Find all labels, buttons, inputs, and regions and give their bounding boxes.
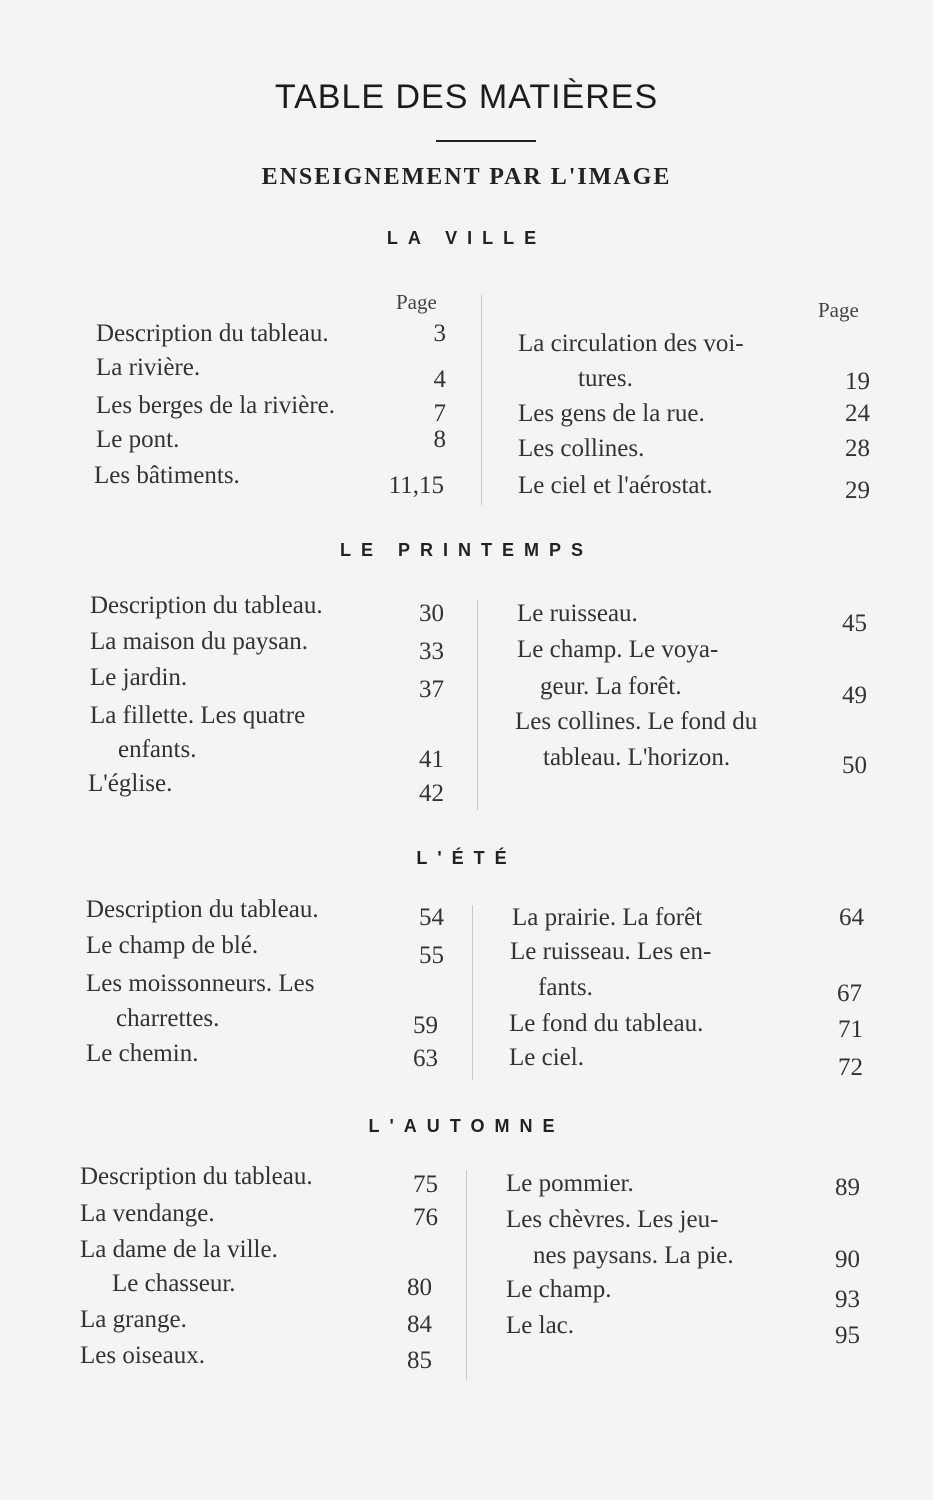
entry-page: 7 (433, 400, 446, 427)
entry-label: Le fond du tableau. (509, 1010, 704, 1037)
entry-page: 29 (845, 477, 870, 504)
entry-continuation: geur. La forêt. (540, 673, 682, 700)
entry-label: La circulation des voi- (518, 330, 744, 357)
entry-label: L'église. (88, 770, 173, 797)
entry-page: 89 (835, 1174, 860, 1201)
entry-label: Le ruisseau. (517, 600, 638, 627)
entry-label: Le champ. (506, 1276, 612, 1303)
entry-page: 33 (419, 638, 444, 665)
section-title-la-ville: LA VILLE (386, 228, 547, 248)
entry-label: La maison du paysan. (90, 628, 309, 655)
entry-continuation: nes paysans. La pie. (533, 1242, 734, 1269)
entry-page: 37 (419, 676, 444, 703)
entry-label: La prairie. La forêt (512, 904, 703, 931)
entry-page: 75 (413, 1171, 438, 1198)
entry-page: 80 (407, 1274, 432, 1301)
entry-page: 90 (835, 1246, 860, 1273)
entry-page: 95 (835, 1322, 860, 1349)
entry-page: 49 (842, 682, 867, 709)
entry-page: 45 (842, 610, 867, 637)
entry-label: La grange. (80, 1306, 187, 1333)
page-title: TABLE DES MATIÈRES (274, 78, 659, 116)
entry-label: Le champ de blé. (86, 932, 259, 959)
column-divider (466, 1170, 467, 1380)
entry-page: 67 (837, 980, 862, 1007)
section-title-le-printemps: LE PRINTEMPS (339, 540, 593, 560)
entry-label: La fillette. Les quatre (90, 702, 306, 729)
entry-page: 19 (845, 368, 870, 395)
entry-label: Les berges de la rivière. (96, 392, 336, 419)
entry-page: 11,15 (388, 472, 444, 499)
page-header-right: Page (818, 298, 859, 322)
entry-continuation: tures. (578, 365, 633, 392)
column-divider (472, 905, 473, 1080)
entry-continuation: enfants. (118, 736, 197, 763)
entry-label: Le lac. (506, 1312, 575, 1339)
entry-page: 63 (413, 1045, 438, 1072)
entry-label: Description du tableau. (90, 592, 323, 619)
entry-page: 42 (419, 780, 444, 807)
entry-continuation: charrettes. (116, 1005, 220, 1032)
entry-page: 30 (419, 600, 444, 627)
entry-label: Les moissonneurs. Les (86, 970, 315, 997)
entry-page: 54 (419, 904, 444, 931)
entry-label: La dame de la ville. (80, 1236, 278, 1263)
column-divider (481, 295, 482, 505)
section-title-l-automne: L'AUTOMNE (368, 1116, 565, 1136)
entry-page: 84 (407, 1311, 432, 1338)
entry-label: Le chemin. (86, 1040, 199, 1067)
entry-page: 50 (842, 752, 867, 779)
entry-page: 64 (839, 904, 864, 931)
entry-label: Les chèvres. Les jeu- (506, 1206, 719, 1233)
entry-continuation: Le chasseur. (112, 1270, 236, 1297)
entry-page: 8 (433, 426, 446, 453)
title-rule (436, 140, 536, 142)
entry-page: 85 (407, 1347, 432, 1374)
entry-label: Le ciel. (509, 1044, 584, 1071)
entry-page: 28 (845, 435, 870, 462)
entry-page: 76 (413, 1204, 438, 1231)
entry-continuation: tableau. L'horizon. (543, 744, 731, 771)
subtitle: ENSEIGNEMENT PAR L'IMAGE (261, 164, 672, 190)
section-title-l-ete: L'ÉTÉ (416, 848, 517, 868)
entry-label: Les oiseaux. (80, 1342, 205, 1369)
entry-label: Les collines. Le fond du (515, 708, 758, 735)
entry-label: La rivière. (96, 354, 201, 381)
entry-label: Le champ. Le voya- (517, 636, 719, 663)
entry-label: Le ciel et l'aérostat. (518, 472, 713, 499)
column-divider (477, 600, 478, 810)
entry-label: Description du tableau. (86, 896, 319, 923)
entry-label: Le ruisseau. Les en- (510, 938, 712, 965)
entry-label: Le jardin. (90, 664, 188, 691)
page-header-left: Page (396, 290, 437, 314)
entry-label: Description du tableau. (80, 1163, 313, 1190)
entry-page: 55 (419, 942, 444, 969)
entry-label: Les bâtiments. (94, 462, 240, 489)
entry-label: Le pommier. (506, 1170, 634, 1197)
entry-page: 4 (433, 366, 446, 393)
entry-label: Description du tableau. (96, 320, 329, 347)
entry-page: 3 (433, 320, 446, 347)
entry-page: 71 (838, 1016, 863, 1043)
entry-page: 72 (838, 1054, 863, 1081)
entry-label: Les collines. (518, 435, 645, 462)
entry-label: Les gens de la rue. (518, 400, 705, 427)
entry-label: La vendange. (80, 1200, 215, 1227)
entry-page: 41 (419, 746, 444, 773)
entry-page: 93 (835, 1286, 860, 1313)
entry-page: 24 (845, 400, 870, 427)
entry-continuation: fants. (538, 974, 593, 1001)
entry-page: 59 (413, 1012, 438, 1039)
entry-label: Le pont. (96, 426, 180, 453)
